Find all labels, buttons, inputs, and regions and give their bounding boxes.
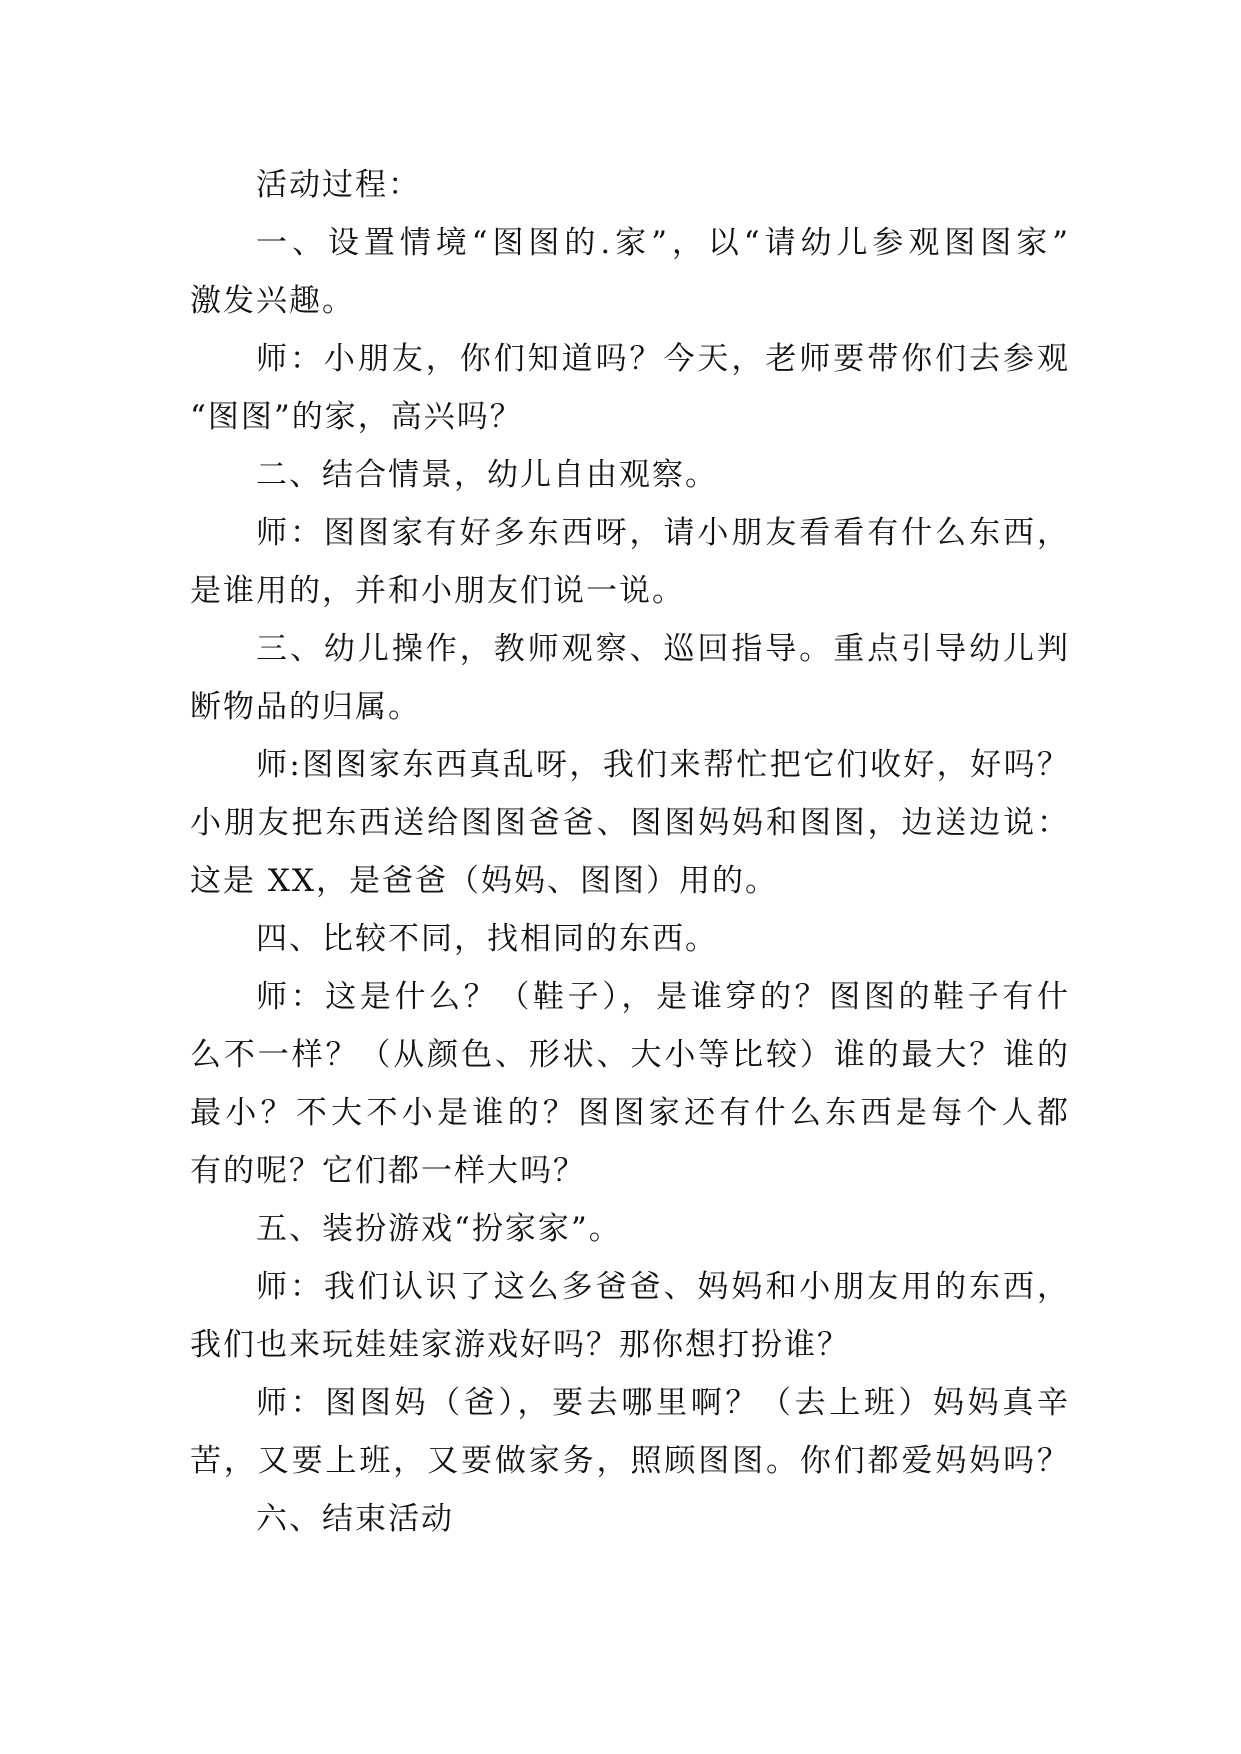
- paragraph-teacher-dialogue: [190, 1374, 1070, 1490]
- text-line: 师：这是什么？（鞋子），是谁穿的？图图的鞋子有什: [256, 979, 1070, 1015]
- text-line: 最小？不大不小是谁的？图图家还有什么东西是每个人都: [190, 1095, 1070, 1131]
- text-line: 一、设置情境“图图的.家”，以“请幼儿参观图图家”: [256, 225, 1070, 261]
- text-line: 六、结束活动: [256, 1501, 454, 1537]
- paragraph-step-three: [190, 620, 1070, 736]
- text-line: 活动过程：: [256, 167, 421, 203]
- text-line: 师：图图妈（爸），要去哪里啊？（去上班）妈妈真辛: [256, 1385, 1070, 1421]
- text-line: 我们也来玩娃娃家游戏好吗？那你想打扮谁？: [190, 1327, 850, 1363]
- text-line: 二、结合情景，幼儿自由观察。: [256, 457, 718, 493]
- text-line: 小朋友把东西送给图图爸爸、图图妈妈和图图，边送边说：: [190, 805, 1070, 841]
- text-line: 断物品的归属。: [190, 689, 421, 725]
- text-line: 三、幼儿操作，教师观察、巡回指导。重点引导幼儿判: [256, 631, 1070, 667]
- paragraph-step-six: [190, 1490, 1070, 1548]
- text-line: 师：图图家有好多东西呀，请小朋友看看有什么东西，: [256, 515, 1070, 551]
- text-line: “图图”的家，高兴吗？: [190, 399, 523, 435]
- text-line: 四、比较不同，找相同的东西。: [256, 921, 718, 957]
- paragraph-step-four: [190, 910, 1070, 968]
- paragraph-step-two: [190, 446, 1070, 504]
- text-line: 是谁用的，并和小朋友们说一说。: [190, 573, 685, 609]
- text-line: 激发兴趣。: [190, 283, 355, 319]
- paragraph-teacher-dialogue: [190, 1258, 1070, 1374]
- paragraph-step-one: [190, 214, 1070, 330]
- text-line: 师:图图家东西真乱呀，我们来帮忙把它们收好，好吗？: [256, 747, 1070, 783]
- text-line: 五、装扮游戏“扮家家”。: [256, 1211, 622, 1247]
- document-body: [190, 156, 1070, 1548]
- text-line: 这是 XX，是爸爸（妈妈、图图）用的。: [190, 863, 778, 899]
- text-line: 师：我们认识了这么多爸爸、妈妈和小朋友用的东西，: [256, 1269, 1070, 1305]
- text-line: 有的呢？它们都一样大吗？: [190, 1153, 586, 1189]
- paragraph-step-five: [190, 1200, 1070, 1258]
- paragraph-teacher-dialogue: [190, 330, 1070, 446]
- paragraph-activity-process: [190, 156, 1070, 214]
- paragraph-teacher-dialogue: [190, 968, 1070, 1200]
- text-line: 么不一样？（从颜色、形状、大小等比较）谁的最大？谁的: [190, 1037, 1070, 1073]
- paragraph-teacher-dialogue: [190, 504, 1070, 620]
- text-line: 苦，又要上班，又要做家务，照顾图图。你们都爱妈妈吗？: [190, 1443, 1070, 1479]
- text-line: 师：小朋友，你们知道吗？今天，老师要带你们去参观: [256, 341, 1070, 377]
- paragraph-teacher-dialogue: [190, 736, 1070, 910]
